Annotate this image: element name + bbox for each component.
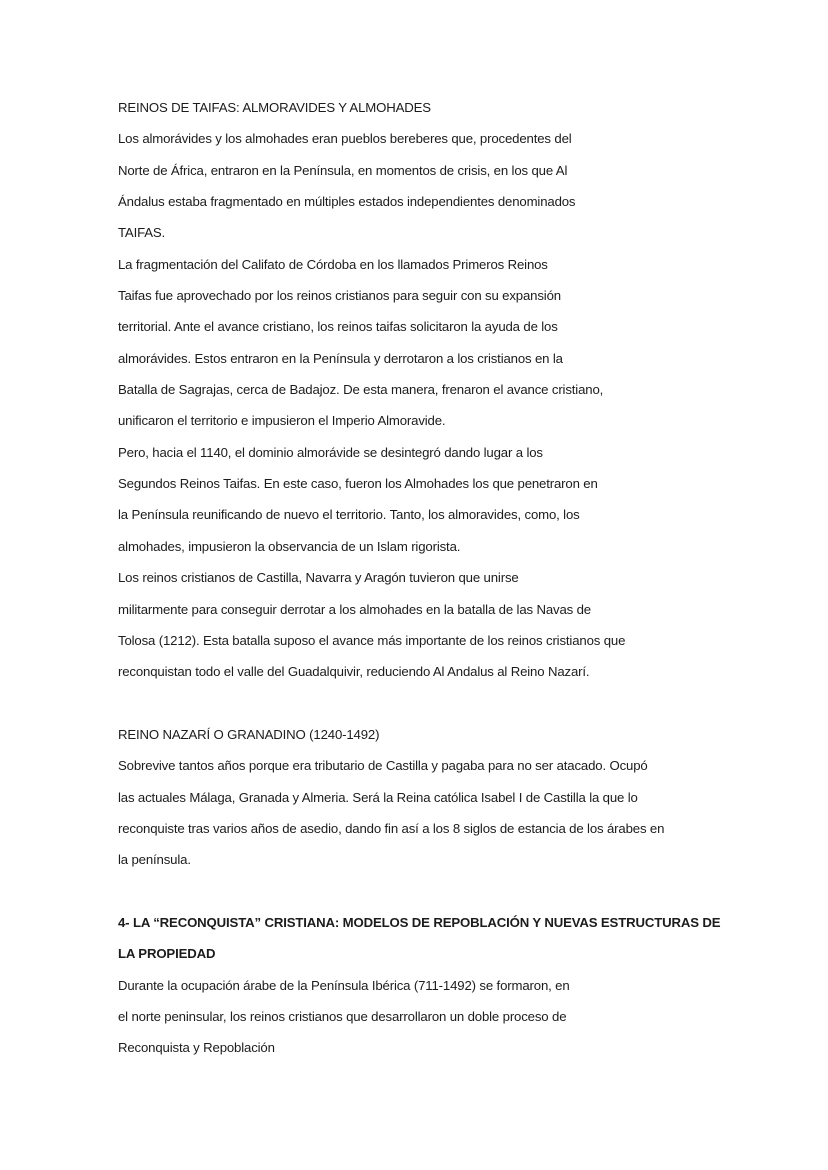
paragraph-line: TAIFAS. (118, 225, 166, 241)
paragraph-line: almohades, impusieron la observancia de un Islam rigorista. (118, 538, 461, 554)
paragraph-line: Sobrevive tantos años porque era tributario de Castilla y pagaba para no ser atacado. Ocupó (118, 758, 648, 774)
paragraph-line: Tolosa (1212). Esta batalla suposo el avance más importante de los reinos cristianos que (118, 632, 626, 648)
paragraph-line: la Península reunificando de nuevo el territorio. Tanto, los almoravides, como, los (118, 507, 580, 523)
paragraph-line: las actuales Málaga, Granada y Almeria. Será la Reina católica Isabel I de Castilla la que lo (118, 789, 638, 805)
paragraph-line: almorávides. Estos entraron en la Península y derrotaron a los cristianos en la (118, 350, 563, 366)
paragraph-line: Los reinos cristianos de Castilla, Navarra y Aragón tuvieron que unirse (118, 570, 519, 586)
blank-line (118, 694, 718, 725)
paragraph-line: Segundos Reinos Taifas. En este caso, fueron los Almohades los que penetraron en (118, 476, 598, 492)
paragraph-line: La fragmentación del Califato de Córdoba en los llamados Primeros Reinos (118, 256, 548, 272)
paragraph-line: Reconquista y Repoblación (118, 1040, 275, 1056)
paragraph-line: Los almorávides y los almohades eran pueblos bereberes que, procedentes del (118, 131, 572, 147)
paragraph-line: el norte peninsular, los reinos cristianos que desarrollaron un doble proceso de (118, 1008, 567, 1024)
paragraph-line: territorial. Ante el avance cristiano, los reinos taifas solicitaron la ayuda de los (118, 319, 558, 335)
blank-line (118, 882, 718, 913)
section-heading-nazari: REINO NAZARÍ O GRANADINO (1240-1492) (118, 726, 380, 742)
paragraph-line: Batalla de Sagrajas, cerca de Badajoz. De esta manera, frenaron el avance cristiano, (118, 382, 604, 398)
section-heading-reconquista-cont: LA PROPIEDAD (118, 946, 216, 962)
paragraph-line: Ándalus estaba fragmentado en múltiples estados independientes denominados (118, 194, 576, 210)
section-heading-taifas: REINOS DE TAIFAS: ALMORAVIDES Y ALMOHADES (118, 100, 431, 115)
section-heading-reconquista: 4- LA “RECONQUISTA” CRISTIANA: MODELOS DE REPOBLACIÓN Y NUEVAS ESTRUCTURAS DE (118, 914, 721, 930)
paragraph-line: unificaron el territorio e impusieron el Imperio Almoravide. (118, 413, 446, 429)
document-body (118, 98, 721, 1070)
paragraph-line: reconquistan todo el valle del Guadalquivir, reduciendo Al Andalus al Reino Nazarí. (118, 664, 590, 680)
paragraph-line: Durante la ocupación árabe de la Península Ibérica (711-1492) se formaron, en (118, 977, 570, 993)
paragraph-line: militarmente para conseguir derrotar a los almohades en la batalla de las Navas de (118, 601, 591, 617)
paragraph-line: Norte de África, entraron en la Península, en momentos de crisis, en los que Al (118, 162, 568, 178)
paragraph-line: Taifas fue aprovechado por los reinos cristianos para seguir con su expansión (118, 288, 561, 304)
paragraph-line: reconquiste tras varios años de asedio, dando fin así a los 8 siglos de estancia de los árabes en (118, 820, 665, 836)
paragraph-line: la península. (118, 852, 191, 868)
paragraph-line: Pero, hacia el 1140, el dominio almorávide se desintegró dando lugar a los (118, 444, 543, 460)
